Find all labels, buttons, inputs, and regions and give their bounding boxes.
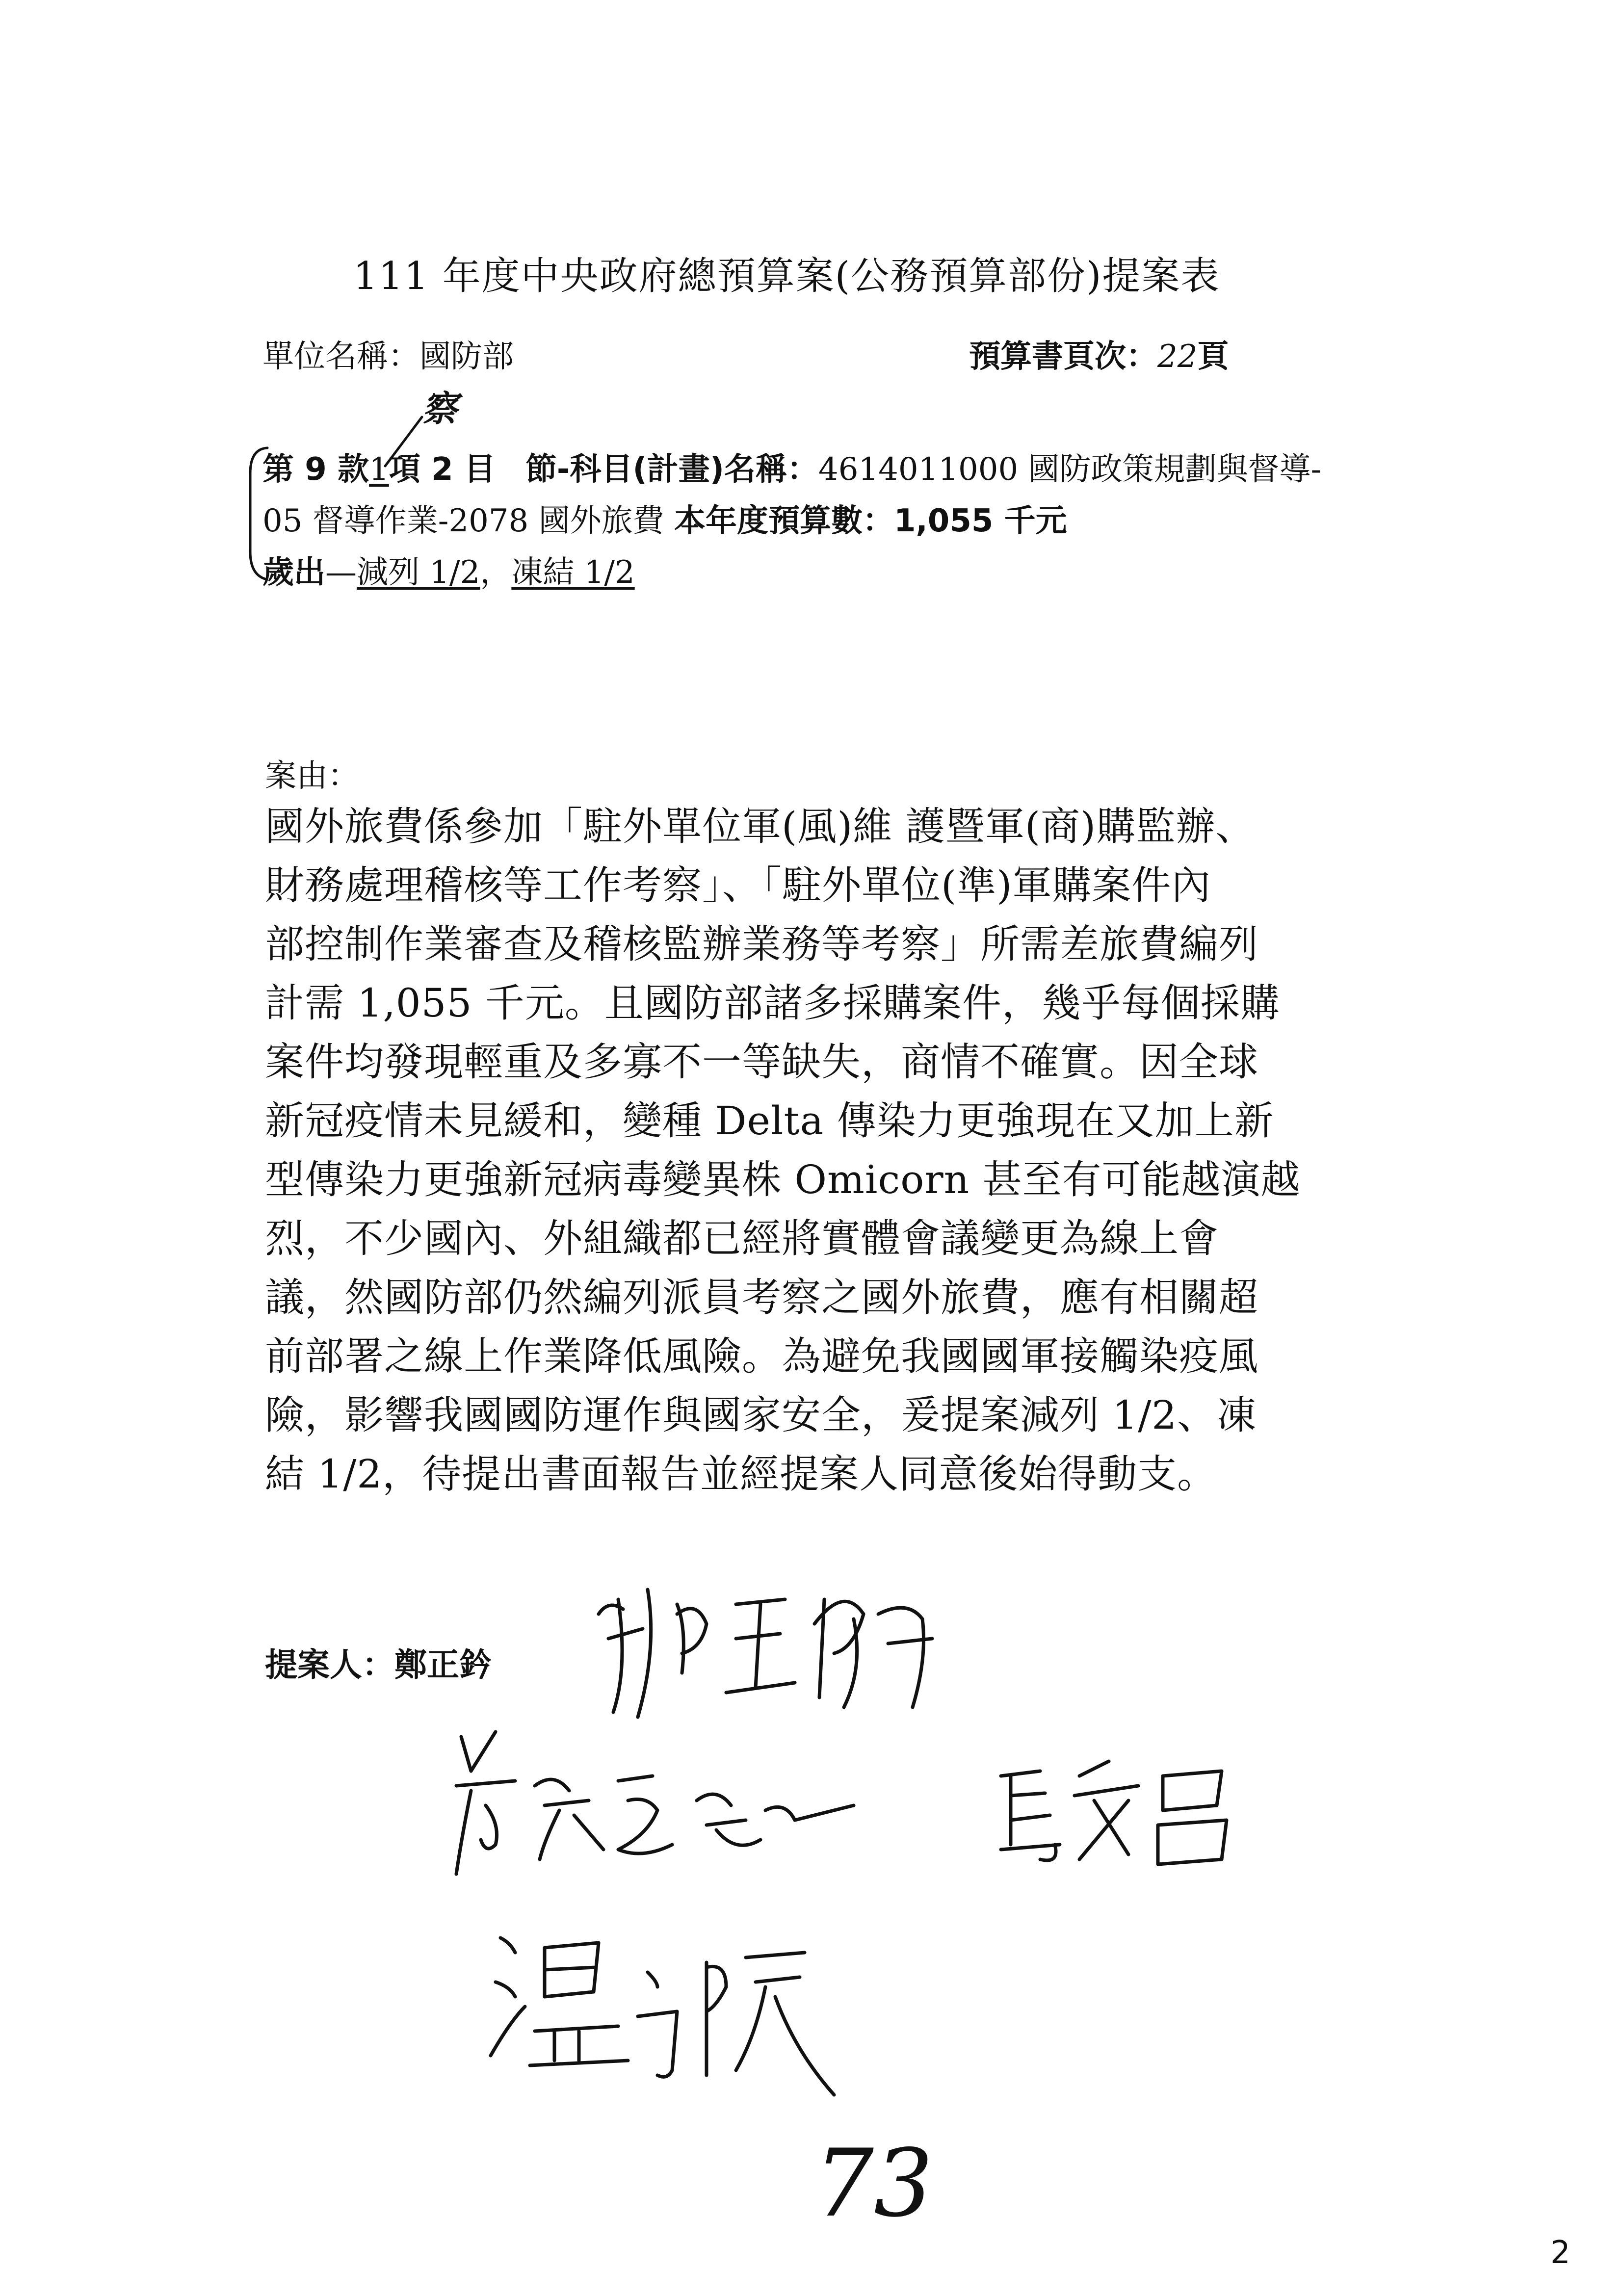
reason-line: 新冠疫情未見緩和，變種 Delta 傳染力更強現在又加上新 xyxy=(265,1098,1274,1144)
reason-line: 部控制作業審查及稽核監辦業務等考察」所需差旅費編列 xyxy=(265,921,1258,967)
reason-line: 結 1/2，待提出書面報告並經提案人同意後始得動支。 xyxy=(265,1451,1217,1497)
section-mid: 項 2 目 xyxy=(389,451,496,488)
item-name-part2: 05 督導作業-2078 國外旅費 xyxy=(262,503,664,539)
reason-line: 烈，不少國內、外組織都已經將實體會議變更為線上會 xyxy=(265,1216,1219,1261)
signature-3 xyxy=(981,1747,1266,1874)
signature-2 xyxy=(442,1727,864,1884)
reason-line: 前部署之線上作業降低風險。為避免我國國軍接觸染疫風 xyxy=(265,1333,1258,1379)
reason-line: 型傳染力更強新冠病毒變異株 Omicorn 甚至有可能越演越 xyxy=(265,1157,1301,1202)
handwritten-insert: 察 xyxy=(422,388,458,429)
reason-line: 險，影響我國國防運作與國家安全，爰提案減列 1/2、凍 xyxy=(265,1392,1257,1438)
page-number: 2 xyxy=(1550,2235,1571,2271)
proposer-label: 提案人： xyxy=(265,1646,394,1684)
budget-page-suffix: 頁 xyxy=(1197,339,1229,375)
action-freeze: 凍結 1/2 xyxy=(511,554,635,591)
handwritten-number: 73 xyxy=(814,2129,933,2238)
budget-amount: 本年度預算數：1,055 千元 xyxy=(674,503,1067,539)
proposer xyxy=(265,1639,492,1685)
expense-label: 歲出 xyxy=(262,554,325,591)
proposer-name: 鄭正鈐 xyxy=(394,1646,492,1684)
comma: ， xyxy=(480,554,512,591)
reason-line: 計需 1,055 千元。且國防部諸多採購案件，幾乎每個採購 xyxy=(265,980,1280,1026)
reason-line: 國外旅費係參加「駐外單位軍(風)維 護暨軍(商)購監辦、 xyxy=(265,804,1256,849)
dash: — xyxy=(325,554,357,591)
reason-label: 案由： xyxy=(265,758,359,794)
reason-line: 財務處理稽核等工作考察」、「駐外單位(準)軍購案件內 xyxy=(265,862,1211,908)
node-label: 節-科目(計畫)名稱： xyxy=(525,451,818,488)
section-prefix: 第 9 款 xyxy=(262,451,369,488)
document-title: 111 年度中央政府總預算案(公務預算部份)提案表 xyxy=(353,254,1220,298)
budget-page-label: 預算書頁次： xyxy=(969,339,1157,375)
item-line-2 xyxy=(262,496,1067,541)
reason-body xyxy=(265,797,1393,1504)
reason-line: 案件均發現輕重及多寡不一等缺失，商情不確實。因全球 xyxy=(265,1039,1258,1085)
budget-page-value: 22 xyxy=(1157,339,1198,375)
item-name-part1: 4614011000 國防政策規劃與督導- xyxy=(818,451,1322,488)
signature-4 xyxy=(481,1913,864,2110)
unit-name: 單位名稱：國防部 xyxy=(262,339,514,375)
signature-1 xyxy=(589,1570,962,1727)
reason-line: 議，然國防部仍然編列派員考察之國外旅費，應有相關超 xyxy=(265,1275,1258,1320)
action-cut: 減列 1/2 xyxy=(357,554,480,591)
struck-value: 1 xyxy=(369,451,389,488)
strike-slash xyxy=(373,412,427,471)
item-line-3 xyxy=(262,547,635,592)
budget-page-ref xyxy=(969,331,1229,376)
